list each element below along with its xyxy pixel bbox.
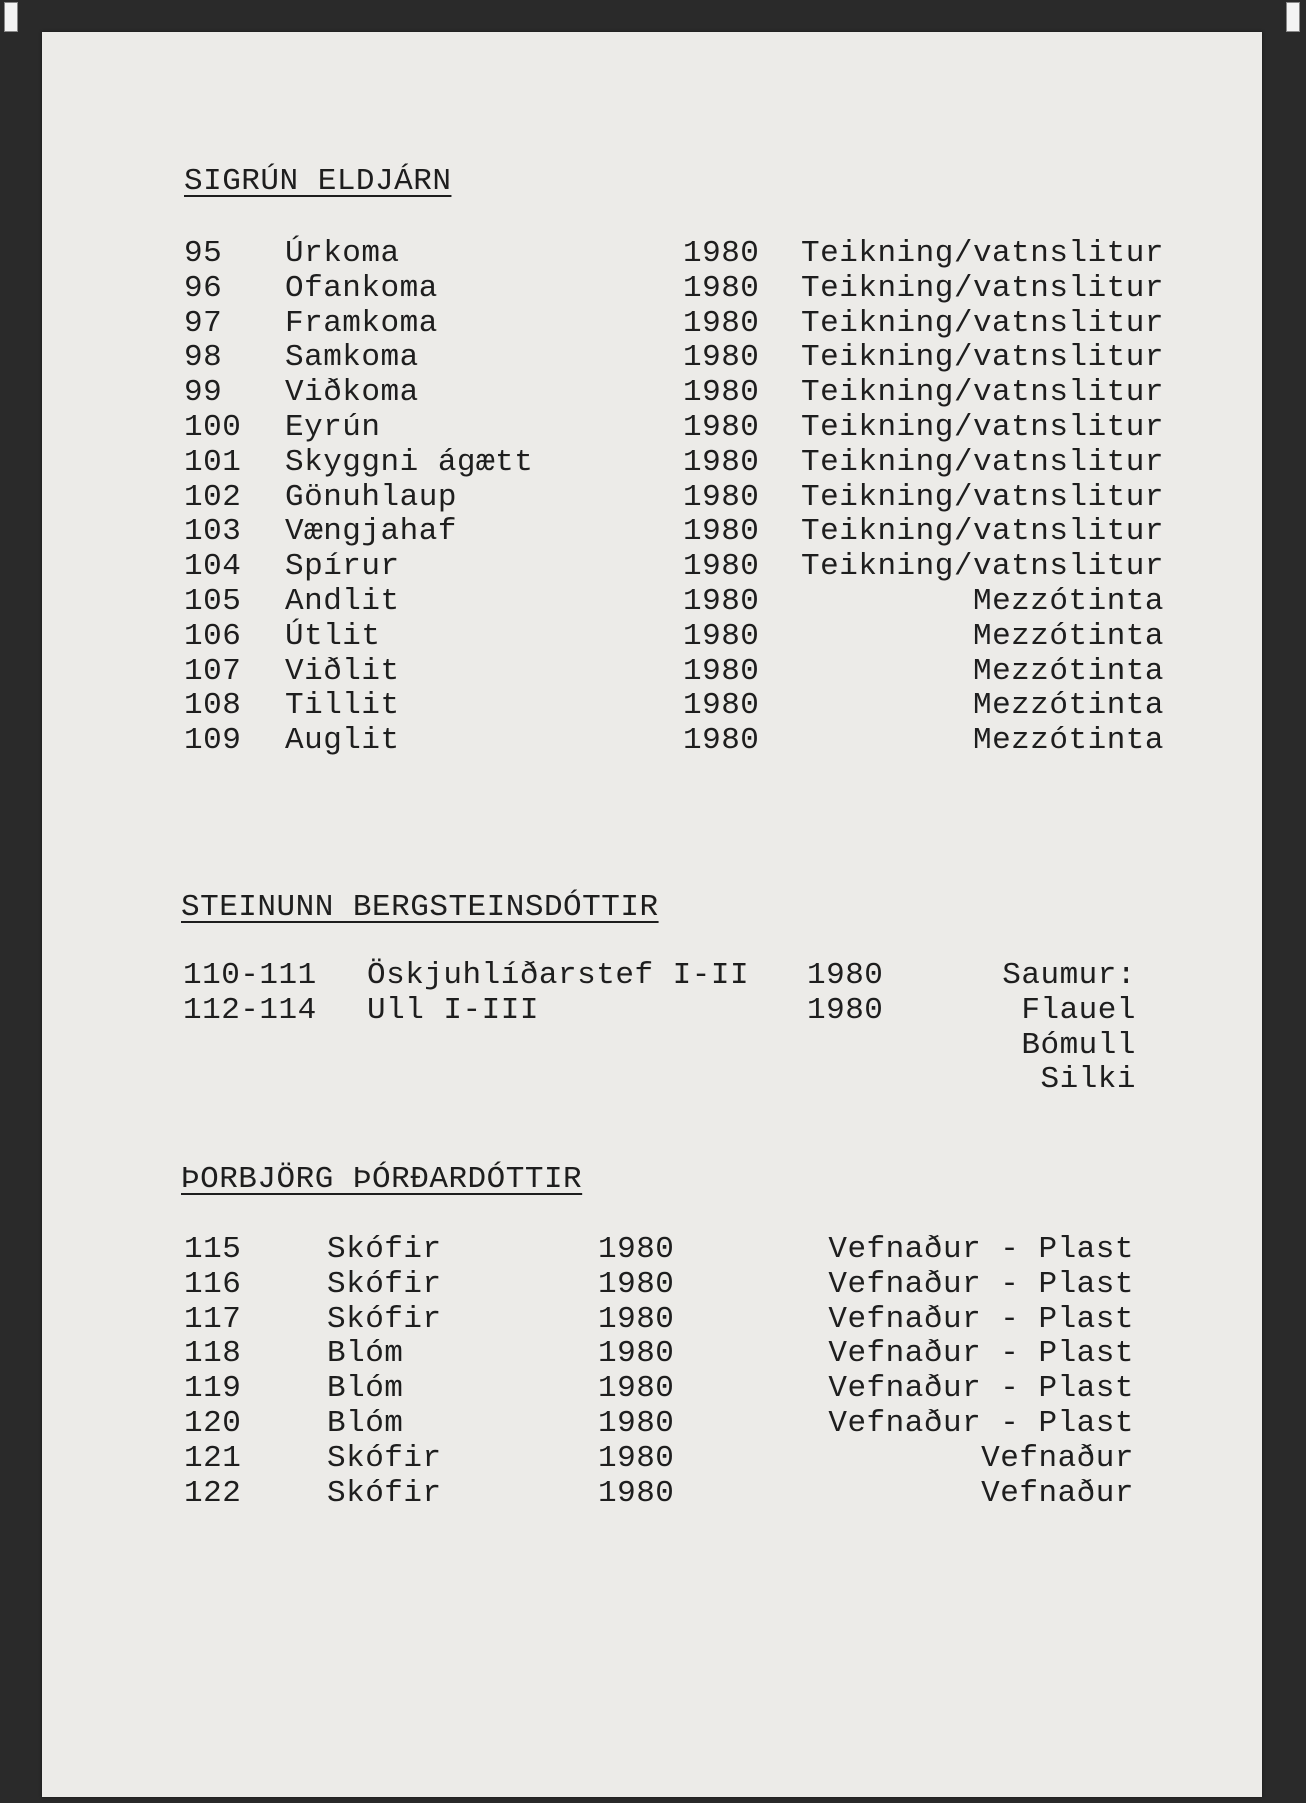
artwork-year: 1980 xyxy=(683,270,760,306)
artwork-medium: Mezzótinta xyxy=(972,618,1164,654)
artwork-year: 1980 xyxy=(683,618,760,654)
artwork-year: 1980 xyxy=(683,653,760,689)
artwork-year: 1980 xyxy=(598,1475,675,1511)
artwork-title: Blóm xyxy=(327,1406,404,1441)
artwork-year: 1980 xyxy=(598,1440,675,1476)
catalog-number: 103 xyxy=(184,514,242,550)
artwork-year: 1980 xyxy=(807,992,884,1028)
catalog-number: 115 xyxy=(184,1232,242,1267)
catalog-number: 102 xyxy=(184,479,242,515)
artwork-year: 1980 xyxy=(683,514,760,550)
catalog-number: 121 xyxy=(184,1440,242,1476)
artwork-title: Eyrún xyxy=(285,410,381,445)
artwork-medium: Vefnaður - Plast xyxy=(828,1232,1134,1267)
catalog-number: 109 xyxy=(184,723,242,759)
artwork-medium: Vefnaður - Plast xyxy=(828,1336,1134,1372)
artwork-year: 1980 xyxy=(807,958,884,993)
artwork-medium: Bómull xyxy=(1021,1027,1136,1063)
catalog-number: 119 xyxy=(184,1371,242,1407)
artwork-title: Spírur xyxy=(285,549,400,585)
catalog-number: 97 xyxy=(184,305,223,341)
artwork-year: 1980 xyxy=(598,1232,675,1267)
artwork-title: Auglit xyxy=(285,723,400,759)
artwork-medium: Mezzótinta xyxy=(972,723,1164,759)
artwork-year: 1980 xyxy=(598,1266,675,1302)
catalog-number: 106 xyxy=(184,618,242,654)
artwork-year: 1980 xyxy=(683,688,760,724)
artwork-year: 1980 xyxy=(683,549,760,585)
artwork-title: Gönuhlaup xyxy=(285,479,457,515)
artwork-year: 1980 xyxy=(683,236,760,271)
catalog-number: 107 xyxy=(184,653,242,689)
artwork-year: 1980 xyxy=(598,1301,675,1337)
artwork-medium: Teikning/vatnslitur xyxy=(801,479,1164,515)
artwork-title: Skófir xyxy=(327,1475,442,1511)
artwork-medium: Saumur: xyxy=(1002,958,1136,993)
catalog-number: 108 xyxy=(184,688,242,724)
artwork-year: 1980 xyxy=(683,444,760,480)
artwork-medium: Teikning/vatnslitur xyxy=(801,270,1164,306)
artwork-medium: Vefnaður - Plast xyxy=(828,1371,1134,1407)
artwork-title: Útlit xyxy=(285,618,381,654)
artwork-title: Ofankoma xyxy=(285,270,438,306)
artwork-medium: Vefnaður - Plast xyxy=(828,1266,1134,1302)
artwork-year: 1980 xyxy=(683,410,760,445)
catalog-number: 100 xyxy=(184,410,242,445)
catalog-number: 120 xyxy=(184,1406,242,1441)
scan-corner-marker xyxy=(1286,2,1300,32)
artwork-year: 1980 xyxy=(683,584,760,619)
artwork-title: Andlit xyxy=(285,584,400,619)
catalog-number: 122 xyxy=(184,1475,242,1511)
artwork-title: Framkoma xyxy=(285,305,438,341)
artwork-year: 1980 xyxy=(683,375,760,411)
artwork-medium: Vefnaður xyxy=(981,1475,1134,1511)
artwork-year: 1980 xyxy=(598,1406,675,1441)
artwork-medium: Silki xyxy=(1040,1062,1136,1098)
catalog-number: 95 xyxy=(184,236,223,271)
artwork-medium: Teikning/vatnslitur xyxy=(801,340,1164,376)
artwork-year: 1980 xyxy=(683,305,760,341)
artwork-title: Blóm xyxy=(327,1371,404,1407)
artwork-medium: Teikning/vatnslitur xyxy=(801,549,1164,585)
catalog-number: 116 xyxy=(184,1266,242,1302)
artwork-medium: Vefnaður xyxy=(981,1440,1134,1476)
document-page xyxy=(42,32,1262,1797)
artwork-title: Blóm xyxy=(327,1336,404,1372)
artwork-title: Skófir xyxy=(327,1266,442,1302)
section-heading: SIGRÚN ELDJÁRN xyxy=(184,164,452,199)
artwork-title: Vængjahaf xyxy=(285,514,457,550)
catalog-number: 105 xyxy=(184,584,242,619)
artwork-year: 1980 xyxy=(598,1371,675,1407)
artwork-medium: Vefnaður - Plast xyxy=(828,1301,1134,1337)
scan-corner-marker xyxy=(4,2,18,32)
artwork-title: Skófir xyxy=(327,1440,442,1476)
artwork-title: Skófir xyxy=(327,1301,442,1337)
artwork-title: Tillit xyxy=(285,688,400,724)
catalog-number: 98 xyxy=(184,340,223,376)
catalog-number: 118 xyxy=(184,1336,242,1372)
artwork-medium: Teikning/vatnslitur xyxy=(801,444,1164,480)
artwork-medium: Teikning/vatnslitur xyxy=(801,514,1164,550)
artwork-title: Úrkoma xyxy=(285,236,400,271)
catalog-number: 110-111 xyxy=(183,958,317,993)
catalog-number: 117 xyxy=(184,1301,242,1337)
artwork-title: Viðkoma xyxy=(285,375,419,411)
catalog-number: 101 xyxy=(184,444,242,480)
artwork-medium: Vefnaður - Plast xyxy=(828,1406,1134,1441)
section-heading: ÞORBJÖRG ÞÓRÐARDÓTTIR xyxy=(181,1162,583,1197)
artwork-medium: Teikning/vatnslitur xyxy=(801,410,1164,445)
catalog-number: 96 xyxy=(184,270,223,306)
artwork-title: Viðlit xyxy=(285,653,400,689)
artwork-medium: Teikning/vatnslitur xyxy=(801,236,1164,271)
artwork-medium: Teikning/vatnslitur xyxy=(801,375,1164,411)
artwork-title: Samkoma xyxy=(285,340,419,376)
catalog-number: 112-114 xyxy=(183,992,317,1028)
artwork-year: 1980 xyxy=(598,1336,675,1372)
artwork-year: 1980 xyxy=(683,340,760,376)
catalog-number: 99 xyxy=(184,375,223,411)
artwork-medium: Mezzótinta xyxy=(972,584,1164,619)
artwork-title: Skófir xyxy=(327,1232,442,1267)
artwork-medium: Mezzótinta xyxy=(972,653,1164,689)
artwork-year: 1980 xyxy=(683,723,760,759)
artwork-title: Ull I-III xyxy=(367,992,539,1028)
catalog-number: 104 xyxy=(184,549,242,585)
artwork-medium: Teikning/vatnslitur xyxy=(801,305,1164,341)
artwork-year: 1980 xyxy=(683,479,760,515)
artwork-medium: Mezzótinta xyxy=(972,688,1164,724)
artwork-title: Öskjuhlíðarstef I-II xyxy=(367,958,750,993)
artwork-title: Skyggni ágætt xyxy=(285,444,534,480)
section-heading: STEINUNN BERGSTEINSDÓTTIR xyxy=(181,890,659,925)
artwork-medium: Flauel xyxy=(1021,992,1136,1028)
